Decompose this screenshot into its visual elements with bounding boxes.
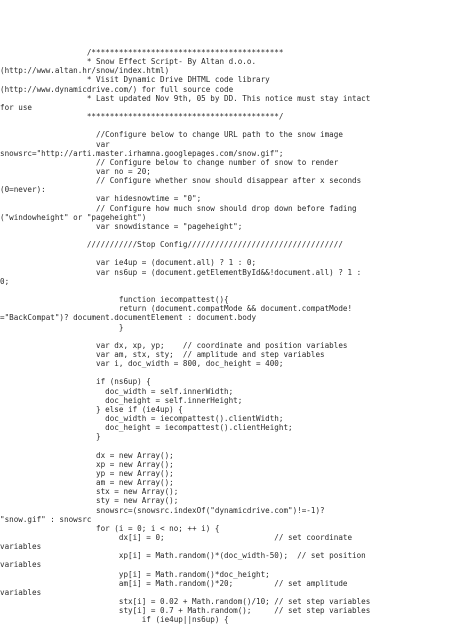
code-line: var snowdistance = "pageheight";	[0, 221, 243, 231]
code-line: 0;	[0, 276, 10, 286]
code-line: doc_width = self.innerWidth;	[0, 386, 234, 396]
code-line: ///////////Stop Config//////////////////////////////////	[0, 240, 343, 250]
code-line: sty[i] = 0.7 + Math.random(); // set step variables	[0, 606, 371, 616]
code-line: (http://www.dynamicdrive.com/) for full source code	[0, 84, 234, 94]
code-line: * Visit Dynamic Drive DHTML code library	[0, 75, 270, 85]
code-line: sty = new Array();	[0, 496, 179, 506]
code-line: am = new Array();	[0, 478, 174, 488]
code-line: snowsrc=(snowsrc.indexOf("dynamicdrive.com")!=-1)?	[0, 505, 325, 515]
code-line: doc_height = iecompattest().clientHeight;	[0, 423, 293, 433]
code-line: }	[0, 322, 124, 332]
code-line: dx = new Array();	[0, 450, 174, 460]
code-line: ("windowheight" or "pageheight")	[0, 212, 147, 222]
code-line: * Snow Effect Script- By Altan d.o.o.	[0, 57, 257, 67]
code-line: stx = new Array();	[0, 487, 179, 497]
code-line: yp[i] = Math.random()*doc_height;	[0, 569, 270, 579]
code-line: doc_width = iecompattest().clientWidth;	[0, 414, 284, 423]
code-line: //Configure below to change URL path to the snow image	[0, 130, 343, 140]
code-line: "snow.gif" : snowsrc	[0, 514, 92, 524]
code-line: var am, stx, sty; // amplitude and step variables	[0, 349, 325, 359]
code-line: xp = new Array();	[0, 459, 174, 469]
code-line: variables	[0, 560, 42, 570]
code-line: var ns6up = (document.getElementById&&!document.all) ? 1 :	[0, 267, 362, 277]
code-line: }	[0, 432, 101, 442]
code-line: // Configure whether snow should disappear after x seconds	[0, 176, 362, 186]
code-line: for (i = 0; i < no; ++ i) {	[0, 523, 220, 533]
code-line: } else if (ie4up) {	[0, 404, 183, 414]
code-line: var dx, xp, yp; // coordinate and position variables	[0, 340, 348, 350]
code-line: variables	[0, 587, 42, 597]
code-line: var ie4up = (document.all) ? 1 : 0;	[0, 258, 257, 268]
code-line: if (ie4up||ns6up) {	[0, 615, 229, 625]
code-line: am[i] = Math.random()*20; // set amplitude	[0, 578, 348, 588]
code-line: var	[0, 139, 110, 149]
code-line: return (document.compatMode && document.compatMode!	[0, 304, 353, 314]
code-line: xp[i] = Math.random()*(doc_width-50); // set position	[0, 551, 366, 561]
code-line: // Configure how much snow should drop down before fading	[0, 203, 357, 213]
code-line: variables	[0, 542, 42, 552]
code-line: ******************************************/	[0, 112, 284, 122]
code-line: var i, doc_width = 800, doc_height = 400;	[0, 359, 284, 369]
code-line: ="BackCompat")? document.documentElement : document.body	[0, 313, 257, 323]
code-line: snowsrc="http://arti.master.irhamna.googlepages.com/snow.gif";	[0, 148, 284, 158]
code-line: (http://www.altan.hr/snow/index.html)	[0, 66, 170, 76]
code-line: yp = new Array();	[0, 468, 174, 478]
code-line: var no = 20;	[0, 166, 151, 176]
code-line: if (ns6up) {	[0, 377, 151, 387]
code-line: dx[i] = 0; // set coordinate	[0, 532, 353, 542]
code-line: function iecompattest(){	[0, 295, 229, 305]
code-line: /******************************************	[0, 48, 284, 57]
code-line: for use	[0, 102, 33, 112]
code-line: var hidesnowtime = "0";	[0, 194, 202, 204]
code-line: doc_height = self.innerHeight;	[0, 395, 243, 405]
code-line: // Configure below to change number of snow to render	[0, 157, 339, 167]
code-line: * Last updated Nov 9th, 05 by DD. This notice must stay intact	[0, 93, 371, 103]
code-line: stx[i] = 0.02 + Math.random()/10; // set step variables	[0, 597, 371, 606]
code-line: (0=never):	[0, 185, 46, 195]
